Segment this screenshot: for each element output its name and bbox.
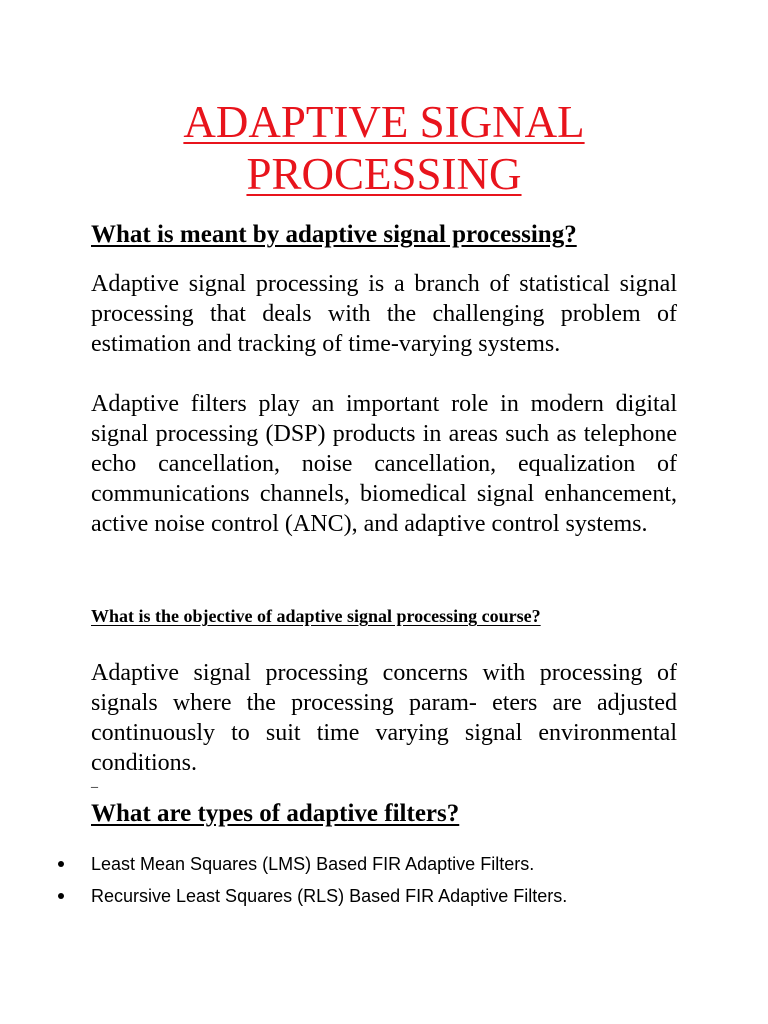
heading-meaning: What is meant by adaptive signal processing?: [91, 221, 577, 248]
paragraph-definition: Adaptive signal processing is a branch of statistical signal processing that deals with the challenging problem of estimation and tracking of time-varying systems.: [91, 271, 677, 357]
heading-filter-types: What are types of adaptive filters?: [91, 800, 460, 827]
title-line-1: ADAPTIVE SIGNAL: [183, 97, 585, 147]
bullet-icon: [58, 893, 64, 899]
bullet-icon: [58, 861, 64, 867]
heading-objective: What is the objective of adaptive signal processing course?: [91, 606, 541, 626]
paragraph-objective: Adaptive signal processing concerns with processing of signals where the processing param- eters are adjusted continuously to suit time varying signal environmental conditions.: [91, 660, 677, 776]
list-item-text: Recursive Least Squares (RLS) Based FIR Adaptive Filters.: [91, 886, 568, 906]
list-item: [56, 848, 567, 880]
filter-types-list: [56, 848, 567, 912]
title-line-2: PROCESSING: [246, 149, 522, 199]
paragraph-applications: Adaptive filters play an important role in modern digital signal processing (DSP) products in areas such as telephone echo cancellation, noise cancellation, equalization of communications channels, biomedical signal enhancement, active noise control (ANC), and adaptive control systems.: [91, 391, 677, 537]
list-item-text: Least Mean Squares (LMS) Based FIR Adaptive Filters.: [91, 854, 535, 874]
document-title: [0, 96, 768, 200]
list-item: [56, 880, 567, 912]
separator-mark: _: [91, 775, 98, 790]
